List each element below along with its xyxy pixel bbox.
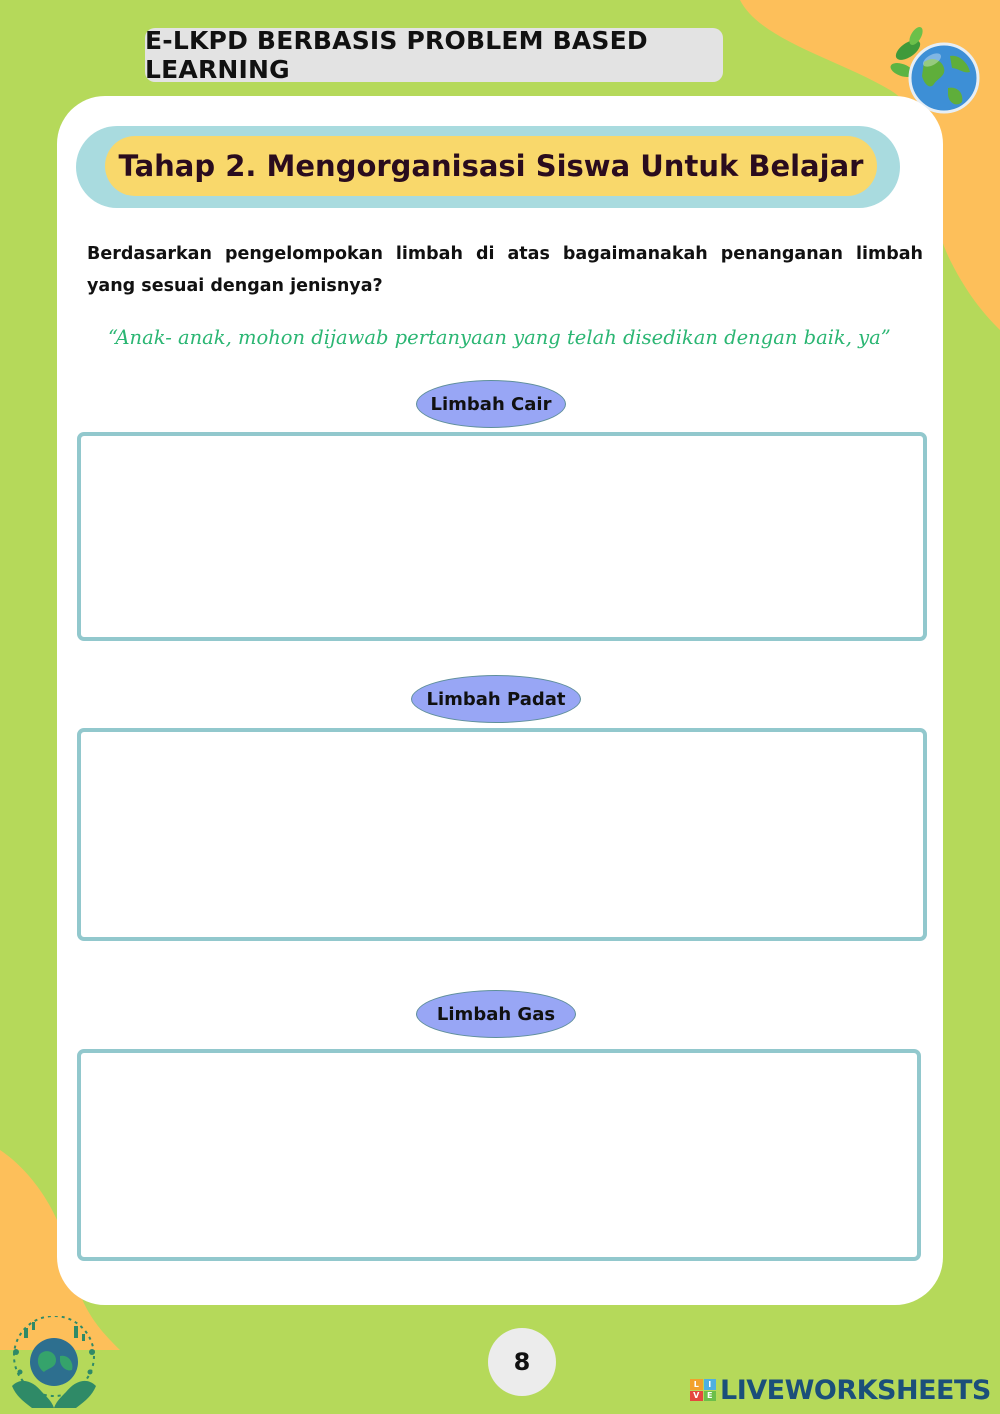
brand-mark-letter: L [690, 1379, 703, 1390]
liveworksheets-mark-icon [690, 1379, 716, 1401]
label-limbah-padat: Limbah Padat [411, 675, 581, 723]
page-number: 8 [488, 1328, 556, 1396]
header-title: E-LKPD BERBASIS PROBLEM BASED LEARNING [145, 28, 723, 82]
answer-box-limbah-padat[interactable] [77, 728, 927, 941]
brand-mark-letter: V [690, 1391, 703, 1402]
brand-name: LIVEWORKSHEETS [720, 1374, 991, 1406]
liveworksheets-logo [690, 1372, 991, 1408]
answer-box-limbah-gas[interactable] [77, 1049, 921, 1261]
answer-box-limbah-cair[interactable] [77, 432, 927, 641]
earth-hands-eco-icon [2, 1316, 106, 1414]
label-limbah-cair: Limbah Cair [416, 380, 566, 428]
question-text: Berdasarkan pengelompokan limbah di atas bagaimanakah penanganan limbah yang sesuai dengan jenisnya? [87, 244, 923, 296]
section-title: Tahap 2. Mengorganisasi Siswa Untuk Belajar [105, 136, 877, 196]
instruction-note: “Anak- anak, mohon dijawab pertanyaan yang telah disedikan dengan baik, ya” [108, 326, 891, 349]
brand-mark-letter: I [704, 1379, 717, 1390]
brand-mark-letter: E [704, 1391, 717, 1402]
label-limbah-gas: Limbah Gas [416, 990, 576, 1038]
